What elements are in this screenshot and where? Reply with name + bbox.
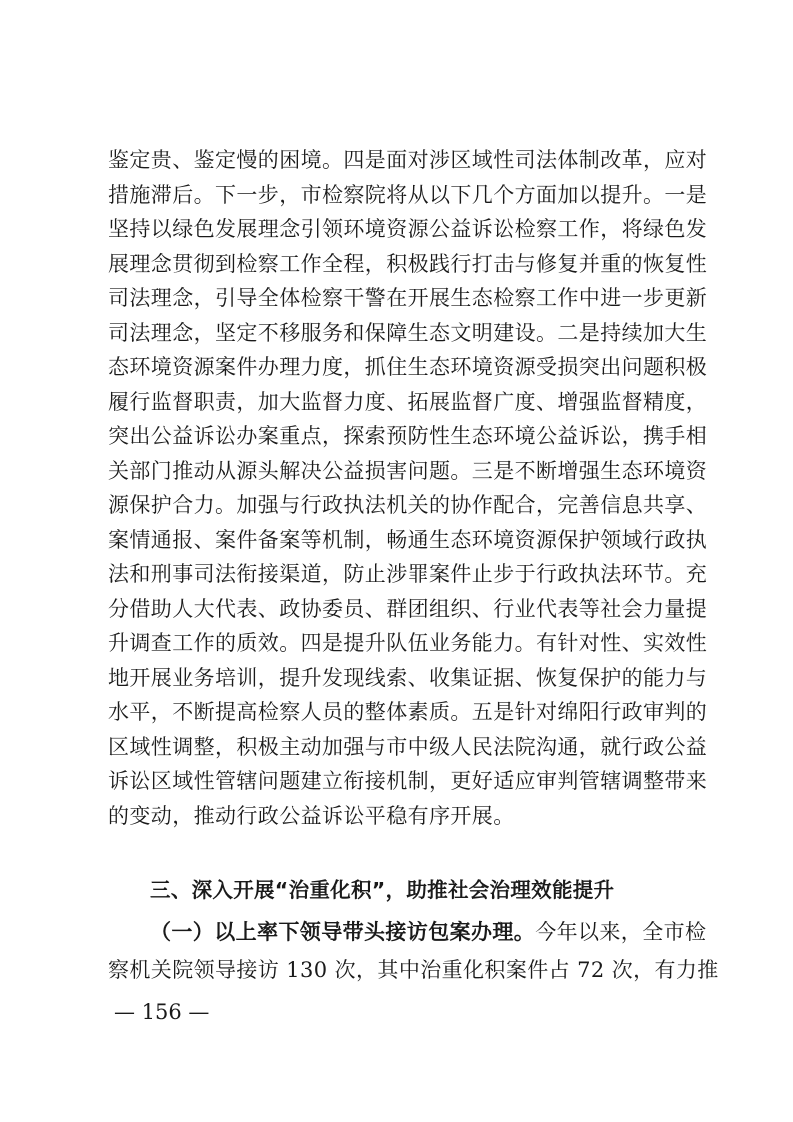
body-paragraph [108,143,708,833]
text-line: 源保护合力。加强与行政执法机关的协作配合，完善信息共享、 [108,493,708,517]
text-line: 水平，不断提高检察人员的整体素质。五是针对绵阳行政审判的 [108,700,708,724]
text-line: 诉讼区域性管辖问题建立衔接机制，更好适应审判管辖调整带来 [108,769,708,793]
section-heading: 三、深入开展“治重化积”，助推社会治理效能提升 [150,878,615,902]
text-line: 察机关院领导接访 130 次，其中治重化积案件占 72 次，有力推 [108,958,719,982]
text-line: 态环境资源案件办理力度，抓住生态环境资源受损突出问题积极 [108,355,708,379]
text-line: 的变动，推动行政公益诉讼平稳有序开展。 [108,803,515,828]
text-line: 履行监督职责，加大监督力度、拓展监督广度、增强监督精度， [108,389,708,414]
subsection-first-line [108,913,707,951]
text-line: 鉴定贵、鉴定慢的困境。四是面对涉区域性司法体制改革，应对 [108,148,708,172]
text-line: 展理念贯彻到检察工作全程，积极践行打击与修复并重的恢复性 [108,251,708,276]
page-number: — 156 — [114,1000,210,1024]
text-line: 分借助人大代表、政协委员、群团组织、行业代表等社会力量提 [108,596,708,621]
text-line: 措施滞后。下一步，市检察院将从以下几个方面加以提升。一是 [108,182,708,207]
text-line: 案情通报、案件备案等机制，畅通生态环境资源保护领域行政执 [108,527,708,552]
subsection-title: （一）以上率下领导带头接访包案办理。 [150,919,536,944]
text-line: 法和刑事司法衔接渠道，防止涉罪案件止步于行政执法环节。充 [108,562,708,586]
text-line: 司法理念，坚定不移服务和保障生态文明建设。二是持续加大生 [108,320,708,345]
text-line: 司法理念，引导全体检察干警在开展生态检察工作中进一步更新 [108,286,708,310]
text-line: 地开展业务培训，提升发现线索、收集证据、恢复保护的能力与 [108,665,708,690]
text-line: 区域性调整，积极主动加强与市中级人民法院沟通，就行政公益 [108,734,708,759]
text-line: 升调查工作的质效。四是提升队伍业务能力。有针对性、实效性 [108,631,708,655]
text-line: 坚持以绿色发展理念引领环境资源公益诉讼检察工作，将绿色发 [108,217,708,241]
text-line: 关部门推动从源头解决公益损害问题。三是不断增强生态环境资 [108,458,708,483]
subsection-text: 今年以来，全市检 [535,920,707,944]
text-line: 突出公益诉讼办案重点，探索预防性生态环境公益诉讼，携手相 [108,424,708,448]
subsection-paragraph [108,913,719,989]
